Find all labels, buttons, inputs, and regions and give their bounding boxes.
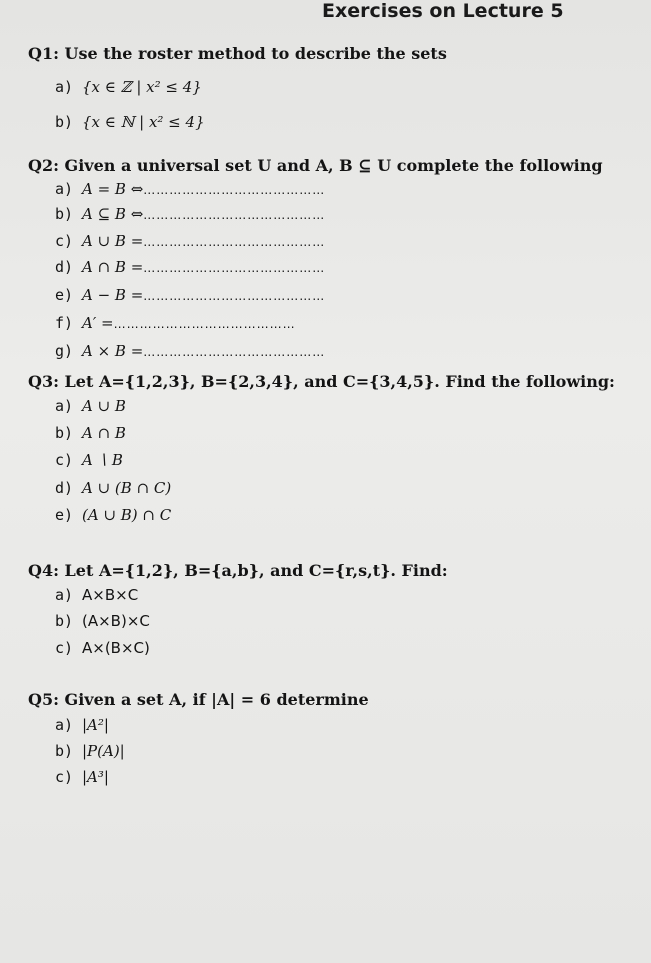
item-expression: A′ = xyxy=(82,314,114,332)
q3-item-b xyxy=(55,424,126,442)
item-label: d) xyxy=(55,258,74,276)
item-expression: {x ∈ ℕ | x² ≤ 4} xyxy=(82,113,205,131)
q2-heading: Q2: Given a universal set U and A, B ⊆ U complete the following xyxy=(28,156,603,175)
item-expression: A ∪ (B ∩ C) xyxy=(82,479,172,497)
q4-item-b xyxy=(55,612,150,630)
item-expression: A × B = xyxy=(82,342,144,360)
item-expression: |A²| xyxy=(82,716,109,734)
q4-item-c xyxy=(55,639,150,657)
answer-blank: …………………………………… xyxy=(143,235,326,249)
q4-heading: Q4: Let A={1,2}, B={a,b}, and C={r,s,t}. Find: xyxy=(28,561,448,580)
item-label: c) xyxy=(55,451,74,469)
item-expression: {x ∈ ℤ | x² ≤ 4} xyxy=(82,78,202,96)
item-label: f) xyxy=(55,314,74,332)
item-expression: A ∩ B = xyxy=(82,258,144,276)
q1-item-a xyxy=(55,78,202,96)
q5-heading: Q5: Given a set A, if |A| = 6 determine xyxy=(28,690,369,709)
item-expression: A − B = xyxy=(82,286,144,304)
item-label: a) xyxy=(55,716,74,734)
item-expression: A×(B×C) xyxy=(82,639,150,657)
q2-item-f xyxy=(55,314,296,332)
item-expression: |P(A)| xyxy=(82,742,125,760)
q2-item-a xyxy=(55,180,325,198)
answer-blank: …………………………………… xyxy=(143,289,326,303)
q5-item-a xyxy=(55,716,109,734)
item-expression: A×B×C xyxy=(82,586,139,604)
item-expression: A = B ⇔ xyxy=(82,180,144,198)
q3-item-e xyxy=(55,506,171,524)
item-expression: A ⊆ B ⇔ xyxy=(82,205,144,223)
q3-item-c xyxy=(55,451,123,469)
item-label: c) xyxy=(55,232,74,250)
q3-item-d xyxy=(55,479,171,497)
item-label: a) xyxy=(55,78,74,96)
item-expression: A ∩ B xyxy=(82,424,126,442)
answer-blank: …………………………………… xyxy=(143,208,326,222)
item-label: d) xyxy=(55,479,74,497)
q1-item-b xyxy=(55,113,205,131)
page-title: Exercises on Lecture 5 xyxy=(322,0,564,22)
q2-item-c xyxy=(55,232,325,250)
item-label: a) xyxy=(55,397,74,415)
q2-item-e xyxy=(55,286,325,304)
q5-item-b xyxy=(55,742,125,760)
item-label: b) xyxy=(55,113,74,131)
item-label: a) xyxy=(55,586,74,604)
item-label: c) xyxy=(55,768,74,786)
item-label: b) xyxy=(55,612,74,630)
q3-item-a xyxy=(55,397,126,415)
item-expression: A ∪ B = xyxy=(82,232,144,250)
item-label: c) xyxy=(55,639,74,657)
q2-item-g xyxy=(55,342,325,360)
answer-blank: …………………………………… xyxy=(143,261,326,275)
q2-item-d xyxy=(55,258,325,276)
answer-blank: …………………………………… xyxy=(113,317,296,331)
answer-blank: …………………………………… xyxy=(143,345,326,359)
answer-blank: …………………………………… xyxy=(143,183,326,197)
q4-item-a xyxy=(55,586,138,604)
item-label: a) xyxy=(55,180,74,198)
item-expression: A ∪ B xyxy=(82,397,126,415)
item-expression: |A³| xyxy=(82,768,109,786)
item-label: g) xyxy=(55,342,74,360)
item-expression: (A×B)×C xyxy=(82,612,150,630)
q3-heading: Q3: Let A={1,2,3}, B={2,3,4}, and C={3,4,5}. Find the following: xyxy=(28,372,615,391)
item-label: e) xyxy=(55,506,74,524)
item-expression: A ∖ B xyxy=(82,451,123,469)
q5-item-c xyxy=(55,768,109,786)
q2-item-b xyxy=(55,205,325,223)
item-label: b) xyxy=(55,742,74,760)
item-expression: (A ∪ B) ∩ C xyxy=(82,506,172,524)
item-label: b) xyxy=(55,424,74,442)
item-label: e) xyxy=(55,286,74,304)
item-label: b) xyxy=(55,205,74,223)
q1-heading: Q1: Use the roster method to describe the sets xyxy=(28,44,447,63)
